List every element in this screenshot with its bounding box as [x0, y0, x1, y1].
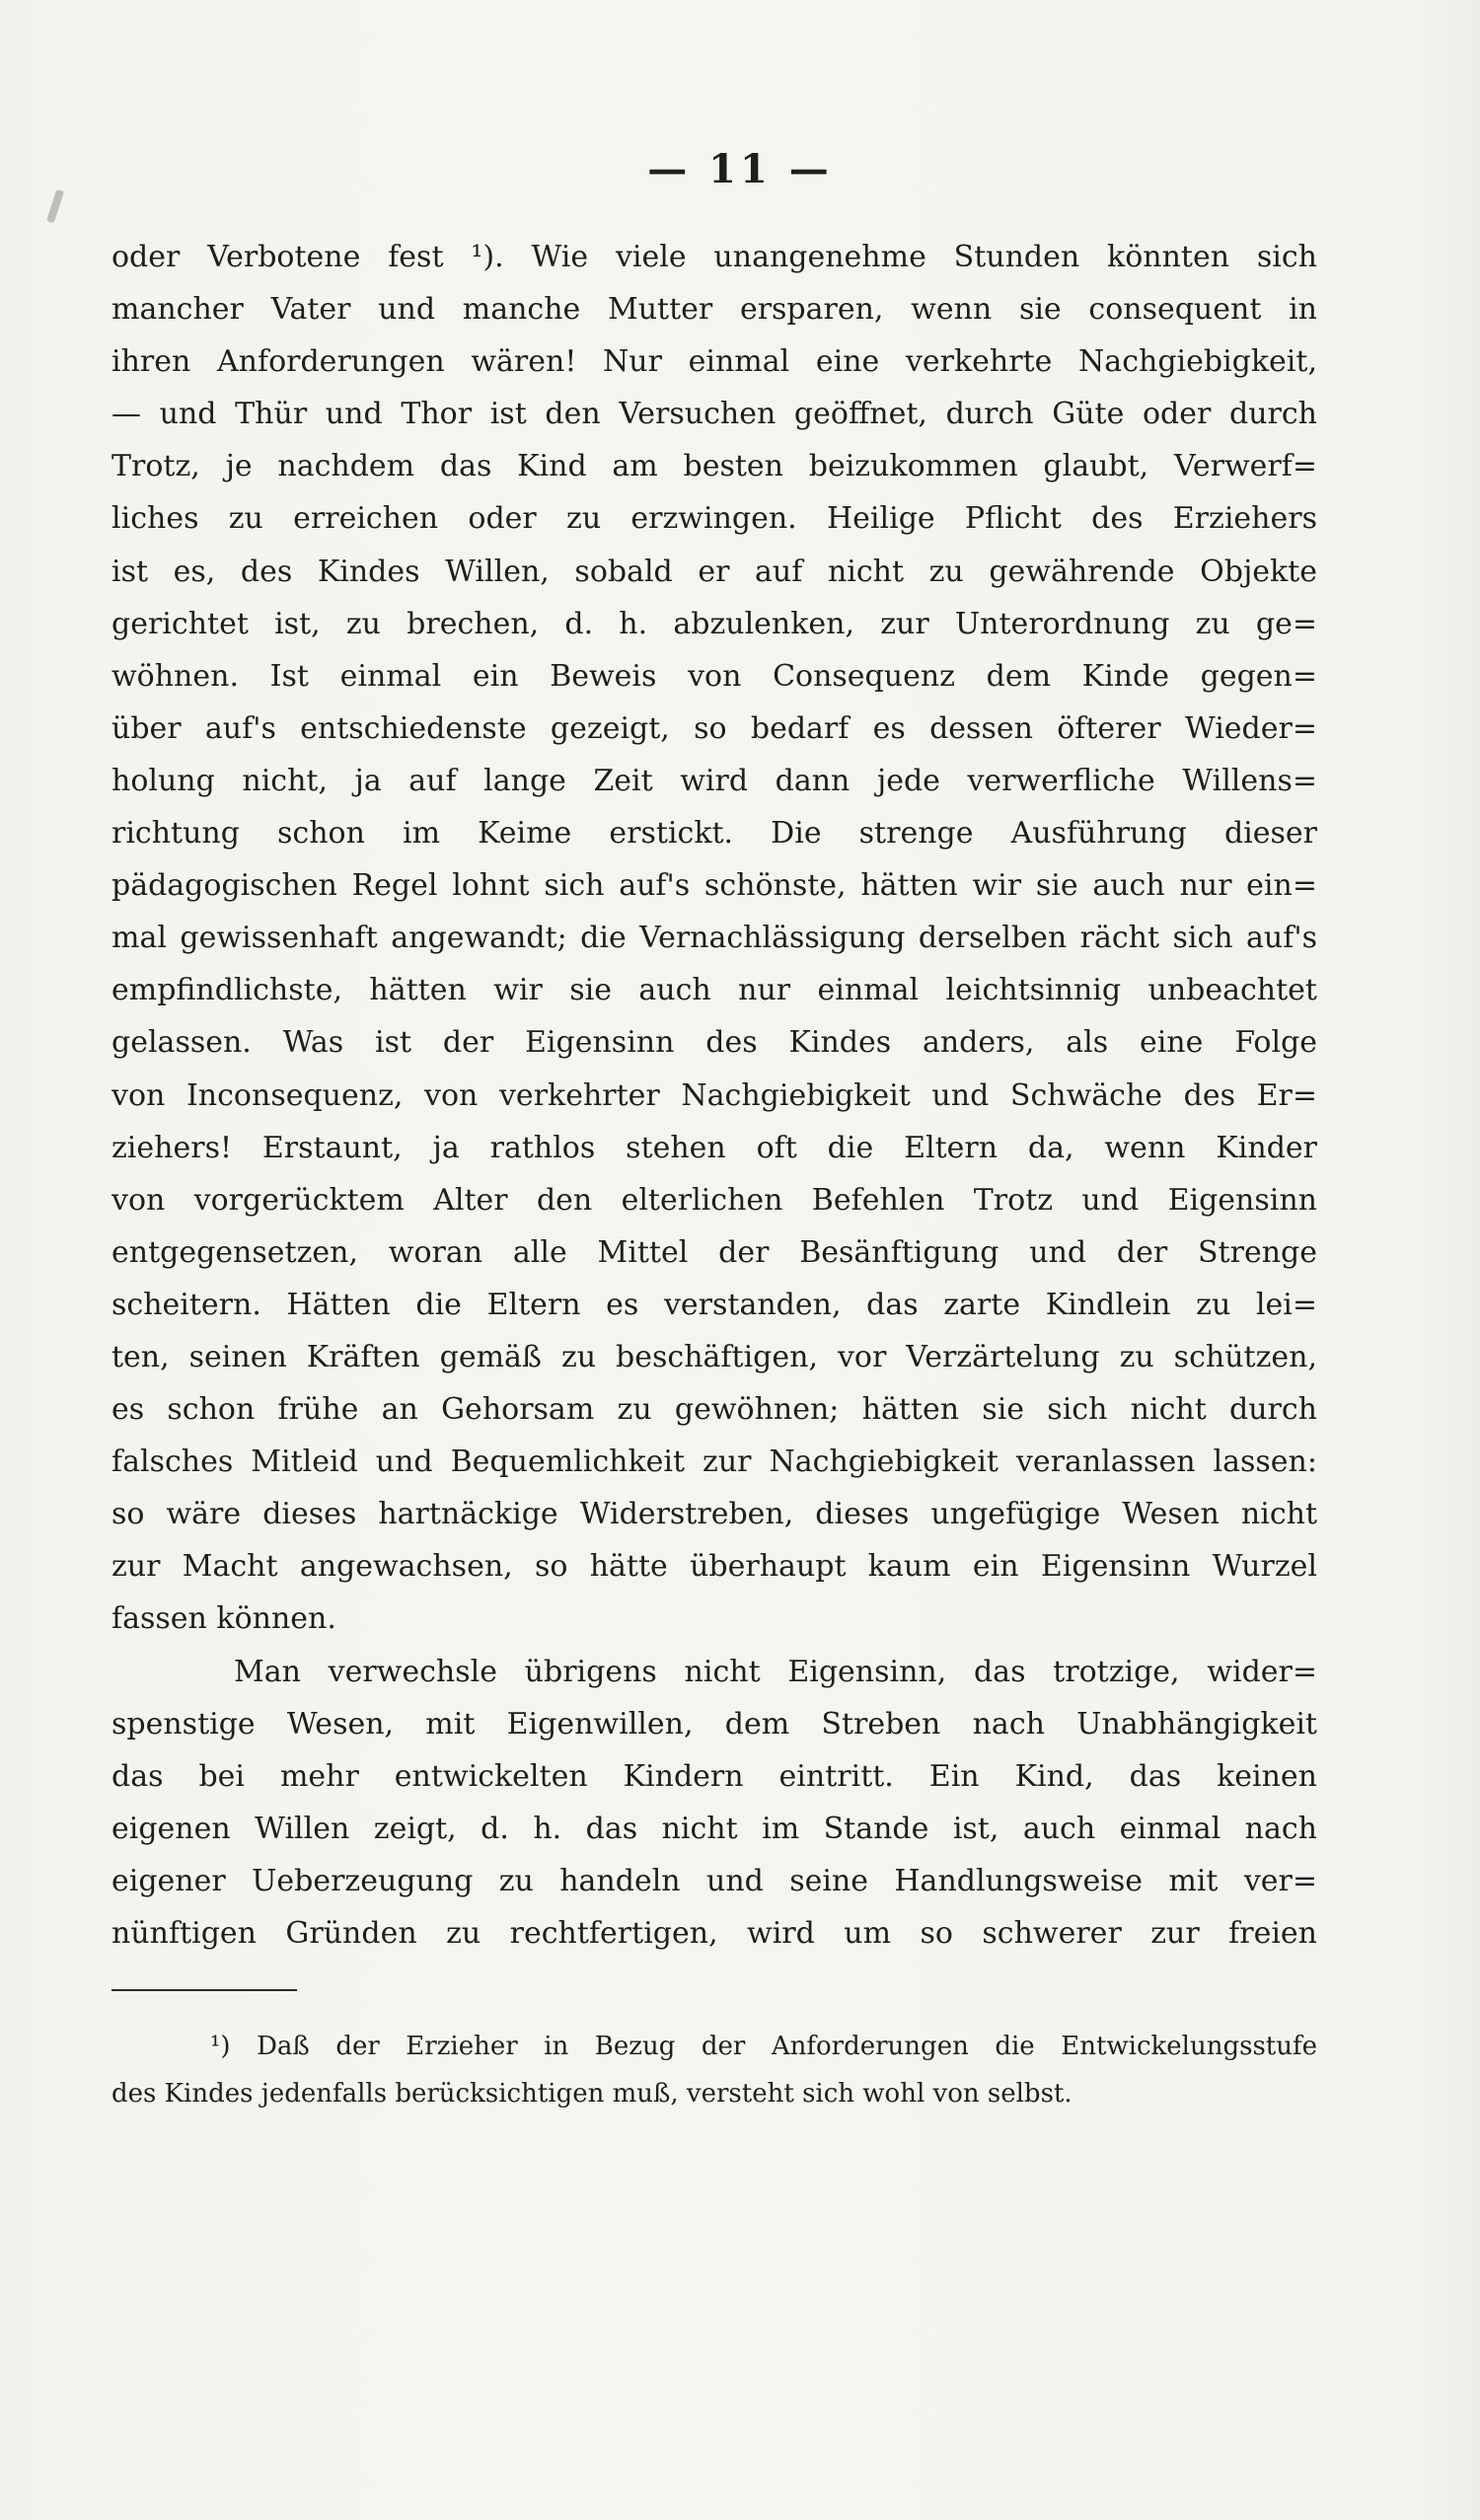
text-line: zur Macht angewachsen, so hätte überhaupt kaum ein Eigensinn Wurzel	[111, 1549, 1317, 1585]
body-text	[111, 231, 1317, 1960]
page-smudge	[46, 189, 64, 224]
footnote-divider	[111, 1989, 297, 1991]
text-line: ten, seinen Kräften gemäß zu beschäftigen, vor Verzärtelung zu schützen,	[111, 1339, 1317, 1374]
text-line: gelassen. Was ist der Eigensinn des Kindes anders, als eine Folge	[111, 1025, 1317, 1061]
text-line: es schon frühe an Gehorsam zu gewöhnen; hätten sie sich nicht durch	[111, 1392, 1317, 1428]
text-line: ist es, des Kindes Willen, sobald er auf nicht zu gewährende Objekte	[111, 554, 1317, 589]
footnote	[111, 2023, 1317, 2117]
text-line: gerichtet ist, zu brechen, d. h. abzulenken, zur Unterordnung zu ge=	[111, 606, 1317, 641]
text-line: — und Thür und Thor ist den Versuchen geöffnet, durch Güte oder durch	[111, 397, 1317, 432]
text-line: liches zu erreichen oder zu erzwingen. Heilige Pflicht des Erziehers	[111, 501, 1317, 537]
paragraph-end-line: fassen können.	[111, 1601, 336, 1637]
text-line: entgegensetzen, woran alle Mittel der Besänftigung und der Strenge	[111, 1234, 1317, 1270]
text-line: mal gewissenhaft angewandt; die Vernachlässigung derselben rächt sich auf's	[111, 921, 1317, 956]
footnote-line: des Kindes jedenfalls berücksichtigen muß, versteht sich wohl von selbst.	[111, 2079, 1073, 2109]
text-line: falsches Mitleid und Bequemlichkeit zur Nachgiebigkeit veranlassen lassen:	[111, 1445, 1317, 1480]
text-line: ziehers! Erstaunt, ja rathlos stehen oft die Eltern da, wenn Kinder	[111, 1130, 1317, 1165]
text-line: das bei mehr entwickelten Kindern eintritt. Ein Kind, das keinen	[111, 1758, 1317, 1794]
text-line: spenstige Wesen, mit Eigenwillen, dem Streben nach Unabhängigkeit	[111, 1706, 1317, 1742]
text-line: oder Verbotene fest ¹). Wie viele unangenehme Stunden könnten sich	[111, 240, 1317, 274]
text-line: mancher Vater und manche Mutter ersparen, wenn sie consequent in	[111, 292, 1317, 328]
text-line: holung nicht, ja auf lange Zeit wird dann jede verwerfliche Willens=	[111, 763, 1317, 798]
text-line: nünftigen Gründen zu rechtfertigen, wird um so schwerer zur freien	[111, 1916, 1317, 1951]
text-line: Trotz, je nachdem das Kind am besten beizukommen glaubt, Verwerf=	[111, 449, 1317, 484]
text-line: über auf's entschiedenste gezeigt, so bedarf es dessen öfterer Wieder=	[111, 710, 1317, 746]
text-line: von Inconsequenz, von verkehrter Nachgiebigkeit und Schwäche des Er=	[111, 1077, 1317, 1113]
text-line: eigenen Willen zeigt, d. h. das nicht im Stande ist, auch einmal nach	[111, 1811, 1317, 1846]
text-line: wöhnen. Ist einmal ein Beweis von Consequenz dem Kinde gegen=	[111, 658, 1317, 694]
text-line: empfindlichste, hätten wir sie auch nur einmal leichtsinnig unbeachtet	[111, 973, 1317, 1008]
text-line: so wäre dieses hartnäckige Widerstreben, dieses ungefügige Wesen nicht	[111, 1497, 1317, 1532]
footnote-line: ¹) Daß der Erzieher in Bezug der Anforderungen die Entwickelungsstufe	[210, 2032, 1317, 2061]
page-number: — 11 —	[647, 146, 833, 192]
text-line: von vorgerücktem Alter den elterlichen Befehlen Trotz und Eigensinn	[111, 1182, 1317, 1218]
paragraph-start-line: Man verwechsle übrigens nicht Eigensinn, das trotzige, wider=	[234, 1654, 1317, 1689]
text-line: eigener Ueberzeugung zu handeln und seine Handlungsweise mit ver=	[111, 1863, 1317, 1898]
text-line: pädagogischen Regel lohnt sich auf's schönste, hätten wir sie auch nur ein=	[111, 868, 1317, 904]
text-line: ihren Anforderungen wären! Nur einmal eine verkehrte Nachgiebigkeit,	[111, 344, 1317, 380]
text-line: scheitern. Hätten die Eltern es verstanden, das zarte Kindlein zu lei=	[111, 1287, 1317, 1322]
text-line: richtung schon im Keime erstickt. Die strenge Ausführung dieser	[111, 816, 1317, 852]
